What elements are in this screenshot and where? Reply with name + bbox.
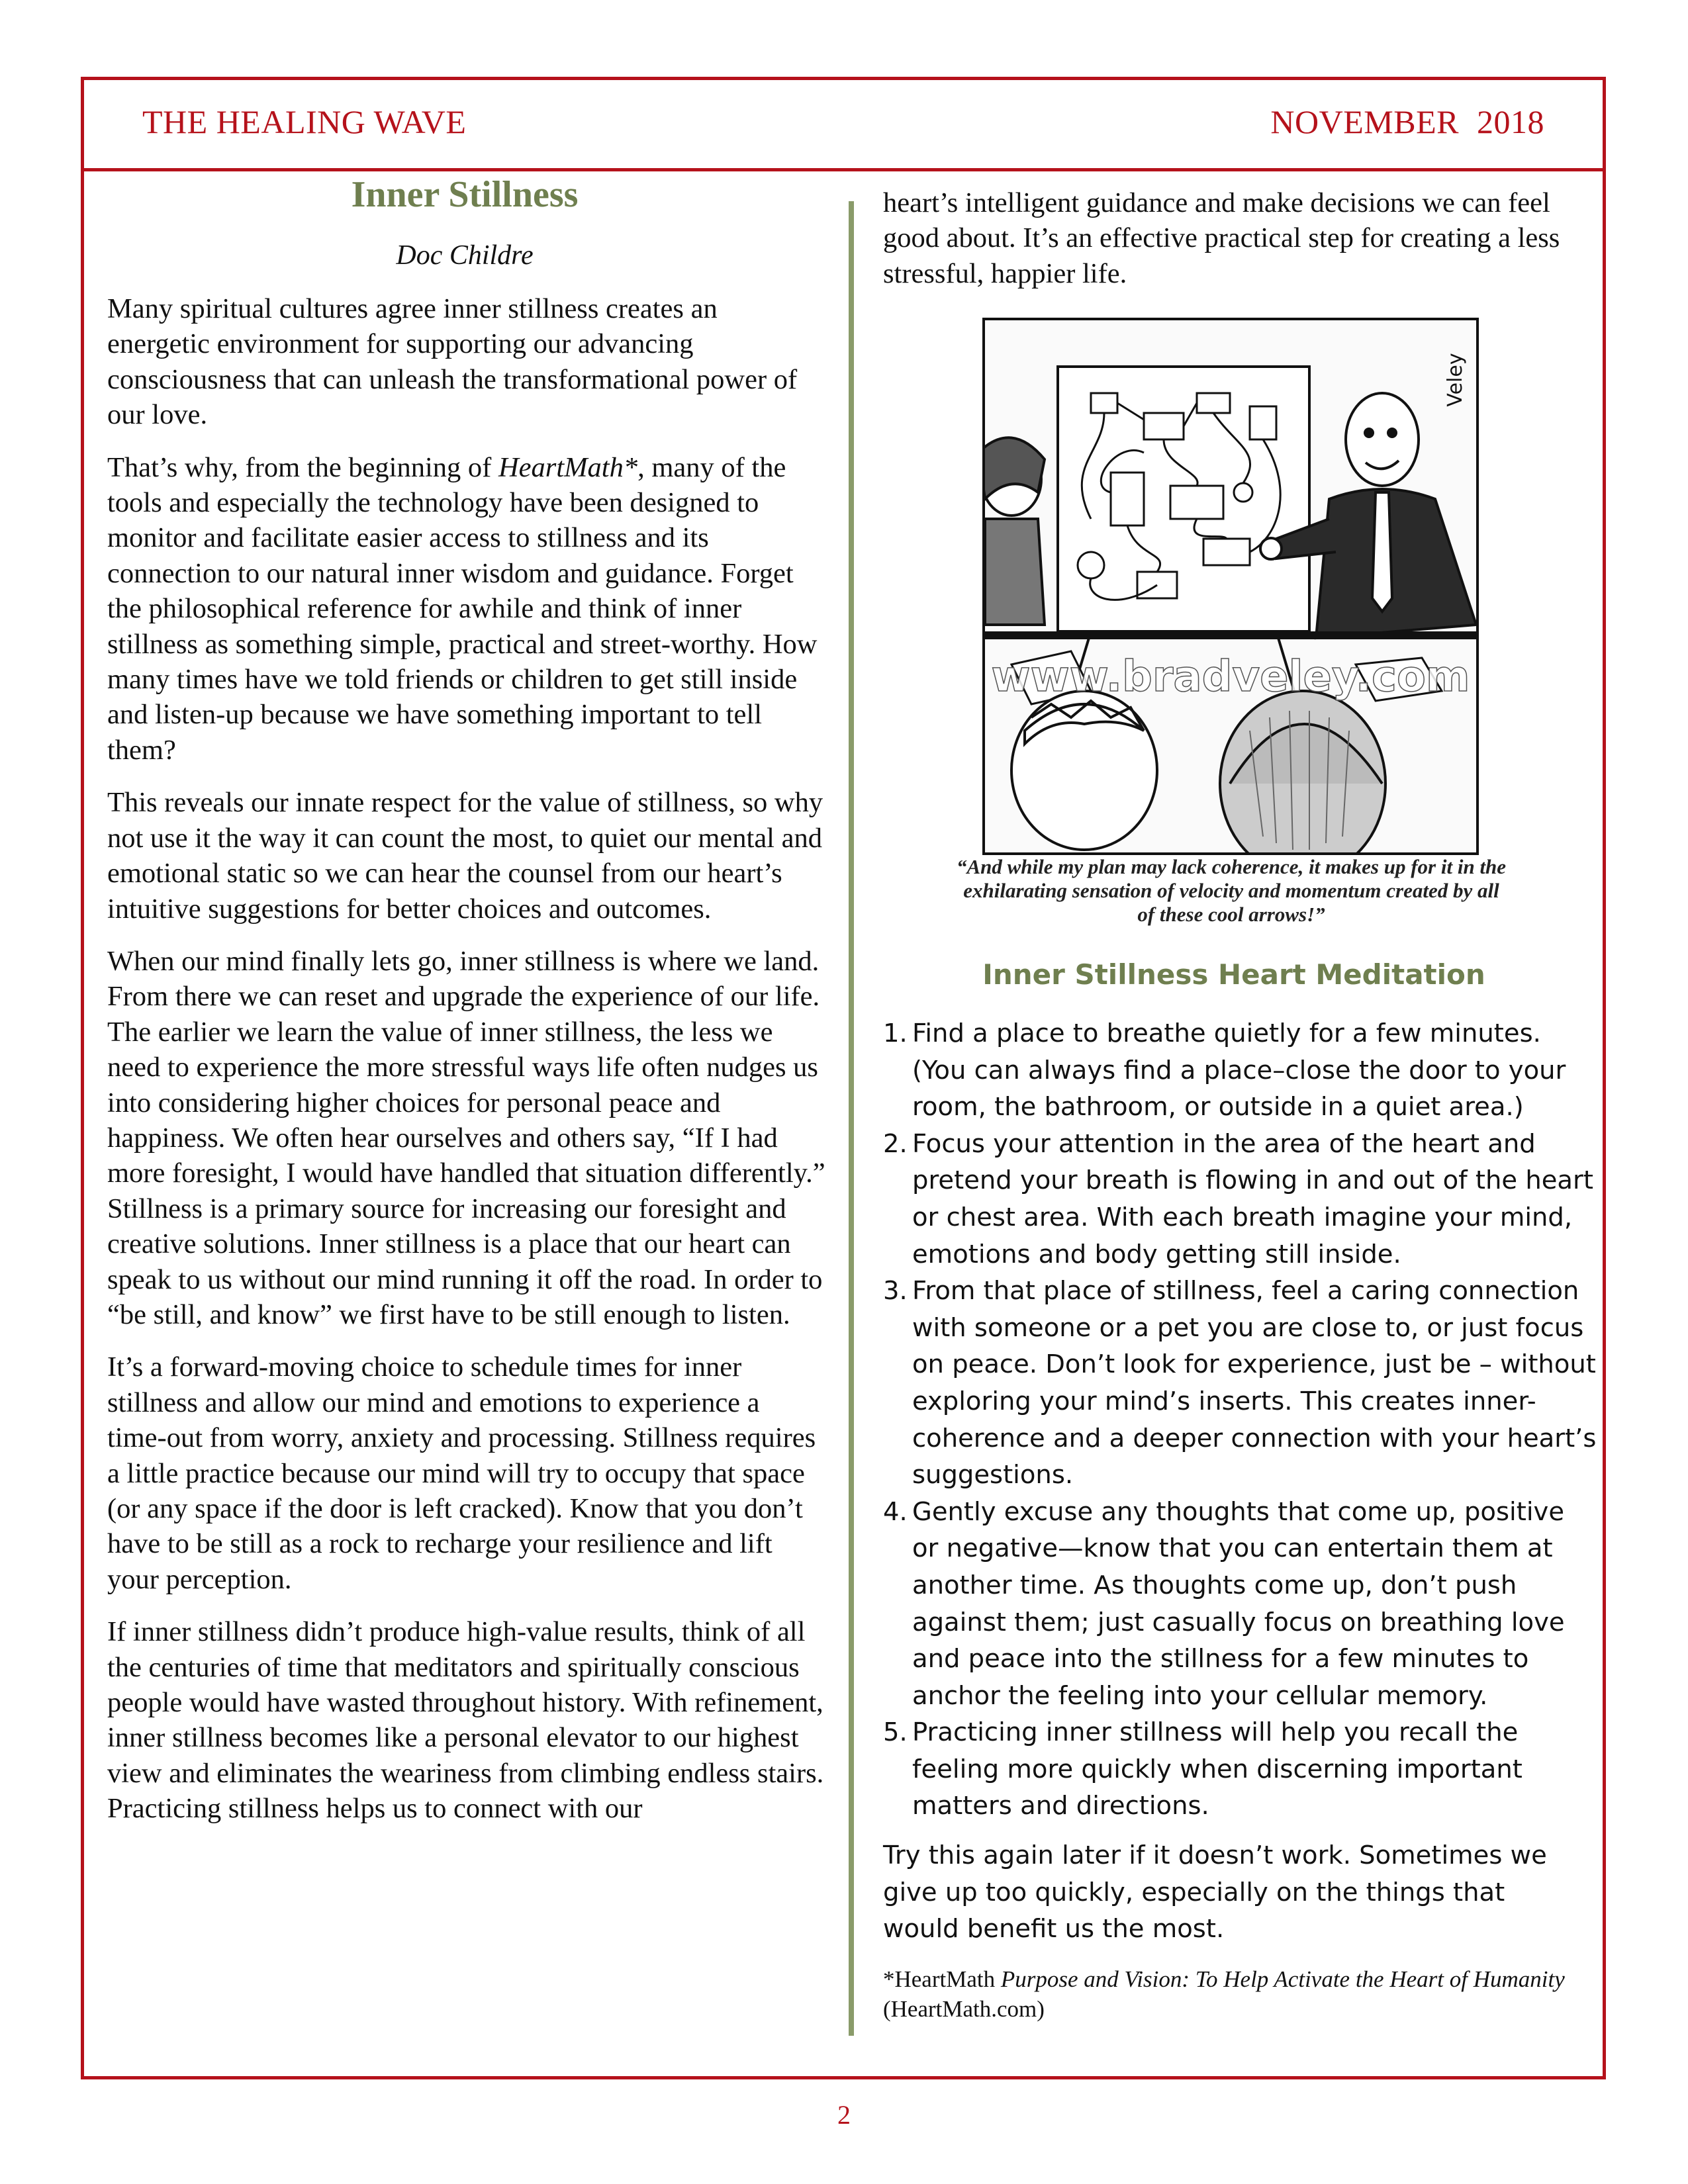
artist-signature: Veley [1444,353,1467,407]
step-text: Find a place to breathe quietly for a few minutes. (You can always find a place–close the door to your room, the bathroom, or outside in a quiet area.) [912,1019,1566,1122]
step-text: Gently excuse any thoughts that come up, positive or negative—know that you can entertain them at another time. As thoughts come up, don’t push against them; just casually focus on breathing love and peace into the stillness for a few minutes to anchor the feeling into your cellular memory. [912,1496,1565,1711]
step-number: 4. [883,1496,908,1527]
step-text: From that place of stillness, feel a caring connection with someone or a pet you are close to, or just focus on peace. Don’t look for experience, just be – without exploring your mind’s inserts. This creates inner-coherence and a deeper connection with your heart’s suggestions. [912,1276,1597,1490]
list-item [883,1714,1598,1825]
cartoon-illustration [985,320,1476,852]
meditation-title: Inner Stillness Heart Meditation [982,958,1485,991]
article-author: Doc Childre [396,240,534,271]
footnote-suffix: (HeartMath.com) [883,1996,1045,2022]
cartoon-watermark: www.bradveley.com [991,653,1470,702]
publication-name: THE HEALING WAVE [142,103,467,140]
footnote-prefix: *HeartMath [883,1966,1001,1992]
article-continuation: heart’s intelligent guidance and make decisions we can feel good about. It’s an effective practical step for creating a less stressful, happier life. [883,187,1560,289]
paragraph: When our mind finally lets go, inner stillness is where we land. From there we can reset and upgrade the experience of our life. The earlier we learn the value of inner stillness, the less we need to experience the more stressful ways life often nudges us into considering higher choices for personal peace and happiness. We often hear ourselves and others say, “If I had more foresight, I would have handled that situation differently.” Stillness is a primary source for increasing our foresight and creative solutions. Inner stillness is a place that our heart can speak to us without our mind running it off the road. In order to “be still, and know” we first have to be still enough to listen. [107,945,825,1330]
issue-date: NOVEMBER 2018 [1270,103,1544,140]
paragraph-text: That’s why, from the beginning of [107,451,498,483]
column-divider [849,201,854,2036]
article-title: Inner Stillness [351,174,579,215]
cartoon-image [982,318,1479,855]
step-text: Practicing inner stillness will help you recall the feeling more quickly when discerning important matters and directions. [912,1717,1523,1821]
page-number: 2 [837,2100,851,2130]
paragraph: It’s a forward-moving choice to schedule times for inner stillness and allow our mind and emotions to experience a time-out from worry, anxiety and processing. Stillness requires a little practice because our mind will try to occupy that space (or any space if the door is left cracked). Know that you don’t have to be still as a rock to recharge your resilience and lift your perception. [107,1351,816,1595]
paragraph: This reveals our innate respect for the value of stillness, so why not use it the way it can count the most, to quiet our mental and emotional static so we can hear the counsel from our heart’s intuitive suggestions for better choices and outcomes. [107,787,823,925]
list-item [883,1126,1598,1273]
paragraph: Many spiritual cultures agree inner stillness creates an energetic environment for supporting our advancing consciousness that can unleash the transformational power of our love. [107,293,798,431]
heartmath-emphasis: HeartMath* [498,451,638,483]
article-body-left-column [107,291,825,1844]
footnote [883,1964,1585,2024]
paragraph-text: , many of the tools and especially the technology have been designed to monitor and facilitate easier access to stillness and its connection to our natural inner wisdom and guidance. Forget the philosophical reference for awhile and think of inner stillness as something simple, practical and street-worthy. How many times have we told friends or children to get still inside and listen-up because we have something important to tell them? [107,451,818,766]
masthead [84,80,1603,171]
list-item [883,1273,1598,1494]
paragraph [107,450,825,768]
meditation-steps [883,1015,1598,1825]
step-number: 5. [883,1717,908,1748]
presenter-head [1346,393,1419,486]
meditation-closing: Try this again later if it doesn’t work. Sometimes we give up too quickly, especially on the things that would benefit us the most. [883,1841,1547,1944]
step-number: 2. [883,1128,908,1159]
step-number: 3. [883,1276,908,1306]
paragraph: If inner stillness didn’t produce high-value results, think of all the centuries of time that meditators and spiritually conscious people would have wasted throughout history. With refinement, inner stillness becomes like a personal elevator to our highest view and eliminates the weariness from climbing endless stairs. Practicing stillness helps us to connect with our [107,1616,824,1825]
step-number: 1. [883,1019,908,1048]
cartoon-caption: “And while my plan may lack coherence, it makes up for it in the exhilarating sensation of velocity and momentum created by all of these cool arrows!” [956,855,1507,926]
list-item [883,1494,1598,1715]
list-item [883,1015,1598,1126]
step-text: Focus your attention in the area of the heart and pretend your breath is flowing in and out of the heart or chest area. With each breath imagine your mind, emotions and body getting still inside. [912,1128,1593,1269]
footnote-italic: Purpose and Vision: To Help Activate the Heart of Humanity [1000,1966,1565,1992]
